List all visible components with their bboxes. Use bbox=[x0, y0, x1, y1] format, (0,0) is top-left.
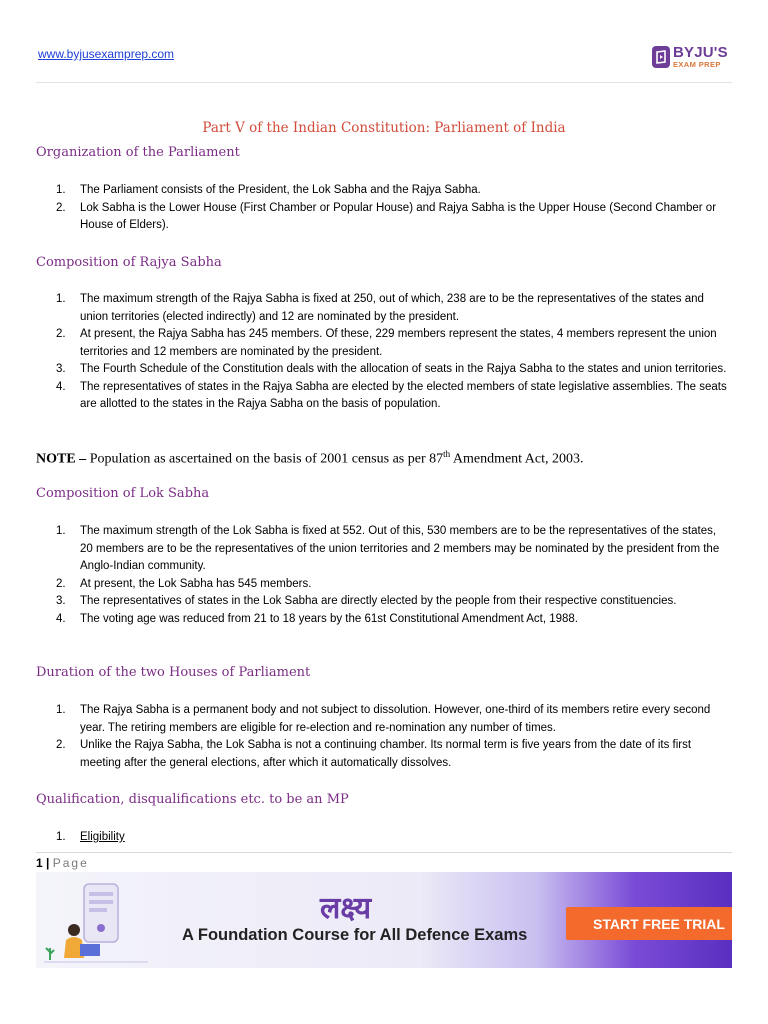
list-duration bbox=[36, 702, 728, 772]
list-item: 1. The maximum strength of the Rajya Sabha is fixed at 250, out of which, 238 are to be the representatives of the states and union territories (elected indirectly) and 12 are nominated by the president. bbox=[56, 293, 704, 323]
byjus-logo-icon bbox=[652, 46, 670, 68]
heading-qualification: Qualification, disqualifications etc. to be an MP bbox=[36, 792, 349, 807]
byjus-logo[interactable] bbox=[652, 44, 728, 70]
list-organization bbox=[36, 182, 728, 235]
list-rajya-sabha bbox=[36, 291, 728, 414]
list-item: 2. At present, the Lok Sabha has 545 members. bbox=[56, 577, 312, 590]
heading-rajya-sabha: Composition of Rajya Sabha bbox=[36, 255, 222, 270]
list-qualification bbox=[36, 829, 728, 847]
heading-lok-sabha: Composition of Lok Sabha bbox=[36, 486, 210, 501]
list-item: 4. The representatives of states in the Rajya Sabha are elected by the elected members of state legislative assemblies. The seats are allotted to the states in the Rajya Sabha on the basis of population. bbox=[56, 380, 727, 410]
header-divider bbox=[36, 82, 732, 83]
list-lok-sabha bbox=[36, 523, 728, 628]
list-item: 3. The representatives of states in the Lok Sabha are directly elected by the people from their respective constituencies. bbox=[56, 595, 677, 607]
banner-hindi-title: लक्ष्य bbox=[320, 891, 372, 926]
list-item: 3. The Fourth Schedule of the Constitution deals with the allocation of seats in the Rajya Sabha to the states and union territories. bbox=[56, 363, 727, 375]
start-free-trial-button[interactable]: START FREE TRIAL bbox=[566, 907, 732, 940]
footer-divider bbox=[36, 852, 732, 853]
list-item: 1. The Rajya Sabha is a permanent body and not subject to dissolution. However, one-third of its members retire every second year. The retiring members are eligible for re-election and re-nomination any number of times. bbox=[56, 704, 711, 734]
logo-main-text: BYJU'S bbox=[673, 44, 728, 62]
document-title: Part V of the Indian Constitution: Parliament of India bbox=[202, 120, 566, 136]
page-number: 1 | Page bbox=[36, 856, 89, 870]
promo-banner[interactable] bbox=[36, 872, 732, 968]
site-link[interactable]: www.byjusexamprep.com bbox=[38, 47, 175, 61]
list-item: 4. The voting age was reduced from 21 to 18 years by the 61st Constitutional Amendment Act, 1988. bbox=[56, 612, 578, 625]
list-item: 2. Lok Sabha is the Lower House (First Chamber or Popular House) and Rajya Sabha is the Upper House (Second Chamber or House of Elders). bbox=[56, 201, 717, 231]
heading-duration: Duration of the two Houses of Parliament bbox=[36, 665, 311, 680]
heading-organization: Organization of the Parliament bbox=[36, 145, 240, 160]
logo-sub-text: EXAM PREP bbox=[673, 60, 721, 70]
page-header bbox=[0, 0, 768, 82]
list-item: 2. Unlike the Rajya Sabha, the Lok Sabha is not a continuing chamber. Its normal term is five years from the date of its first meeting after the general elections, after which it automatically dissolves. bbox=[56, 739, 692, 769]
student-illustration bbox=[44, 878, 148, 966]
list-item: 1. Eligibility bbox=[56, 831, 125, 843]
banner-subtitle: A Foundation Course for All Defence Exams bbox=[182, 926, 528, 944]
list-item: 1. The Parliament consists of the President, the Lok Sabha and the Rajya Sabha. bbox=[56, 184, 481, 196]
note-text: NOTE – Population as ascertained on the basis of 2001 census as per 87th Amendment Act, 2003. bbox=[36, 449, 584, 467]
list-item: 2. At present, the Rajya Sabha has 245 members. Of these, 229 members represent the states, 4 members represent the union territories and 12 members are nominated by the president. bbox=[56, 328, 717, 358]
list-item: 1. The maximum strength of the Lok Sabha is fixed at 552. Out of this, 530 members are to be the representatives of the states, 20 members are to be the representatives of the union territories and 2 members may be nominated by the president from the Anglo-Indian community. bbox=[56, 525, 720, 572]
